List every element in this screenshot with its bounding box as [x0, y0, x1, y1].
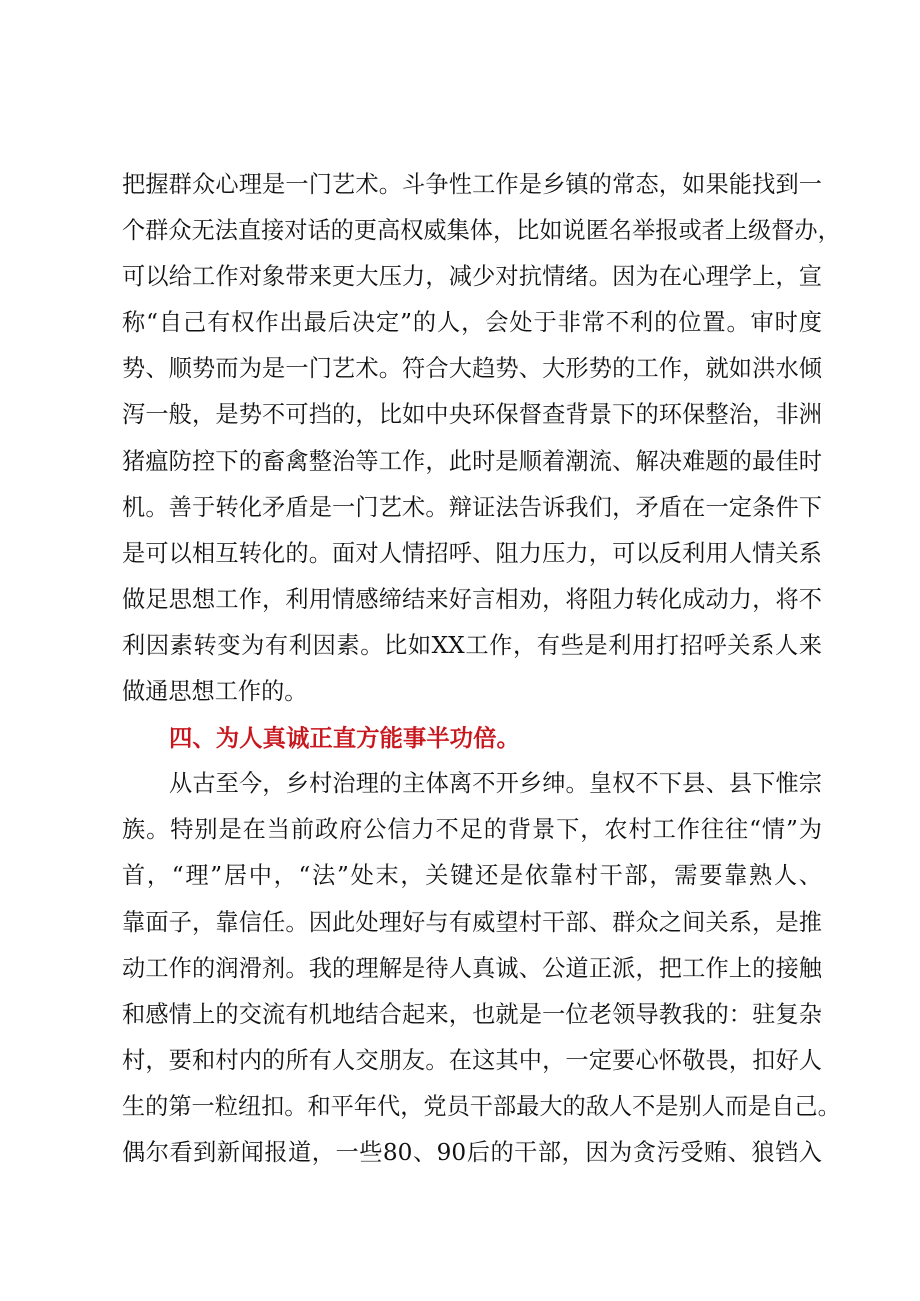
text-line: 泻一般，是势不可挡的，比如中央环保督查背景下的环保整治，非洲 — [122, 401, 822, 429]
text-line: 生的第一粒纽扣。和平年代，党员干部最大的敌人不是别人而是自己。 — [122, 1092, 841, 1120]
paragraph-1 — [122, 162, 841, 715]
document-body — [122, 162, 841, 1176]
text-line: 首，“理”居中，“法”处末，关键还是依靠村干部，需要靠熟人、 — [122, 862, 822, 890]
text-line: 做足思想工作，利用情感缔结来好言相劝，将阻力转化成动力，将不 — [122, 585, 822, 613]
text-line: 称“自己有权作出最后决定”的人，会处于非常不利的位置。审时度 — [122, 309, 822, 337]
text-line: 和感情上的交流有机地结合起来，也就是一位老领导教我的：驻复杂 — [122, 1000, 822, 1028]
section-heading: 四、为人真诚正直方能事半功倍。 — [169, 724, 520, 753]
text-line: 个群众无法直接对话的更高权威集体，比如说匿名举报或者上级督办， — [122, 217, 841, 245]
text-line: 利因素转变为有利因素。比如XX工作，有些是利用打招呼关系人来 — [122, 631, 822, 659]
paragraph-2 — [122, 761, 841, 1176]
text-line: 做通思想工作的。 — [122, 678, 308, 706]
text-line: 从古至今，乡村治理的主体离不开乡绅。皇权不下县、县下惟宗 — [169, 770, 822, 798]
text-line: 机。善于转化矛盾是一门艺术。辩证法告诉我们，矛盾在一定条件下 — [122, 493, 822, 521]
text-line: 可以给工作对象带来更大压力，减少对抗情绪。因为在心理学上，宣 — [122, 263, 822, 291]
text-line: 靠面子，靠信任。因此处理好与有威望村干部、群众之间关系，是推 — [122, 908, 822, 936]
text-line: 动工作的润滑剂。我的理解是待人真诚、公道正派，把工作上的接触 — [122, 954, 822, 982]
text-line: 把握群众心理是一门艺术。斗争性工作是乡镇的常态，如果能找到一 — [122, 171, 822, 198]
text-line: 村，要和村内的所有人交朋友。在这其中，一定要心怀敬畏，扣好人 — [122, 1046, 822, 1074]
text-line: 族。特别是在当前政府公信力不足的背景下，农村工作往往“情”为 — [122, 816, 822, 844]
text-line: 偶尔看到新闻报道，一些80、90后的干部，因为贪污受贿、狼铛入 — [122, 1138, 822, 1166]
text-line: 猪瘟防控下的畜禽整治等工作，此时是顺着潮流、解决难题的最佳时 — [122, 447, 822, 475]
text-line: 是可以相互转化的。面对人情招呼、阻力压力，可以反利用人情关系 — [122, 539, 822, 567]
text-line: 势、顺势而为是一门艺术。符合大趋势、大形势的工作，就如洪水倾 — [122, 355, 822, 383]
